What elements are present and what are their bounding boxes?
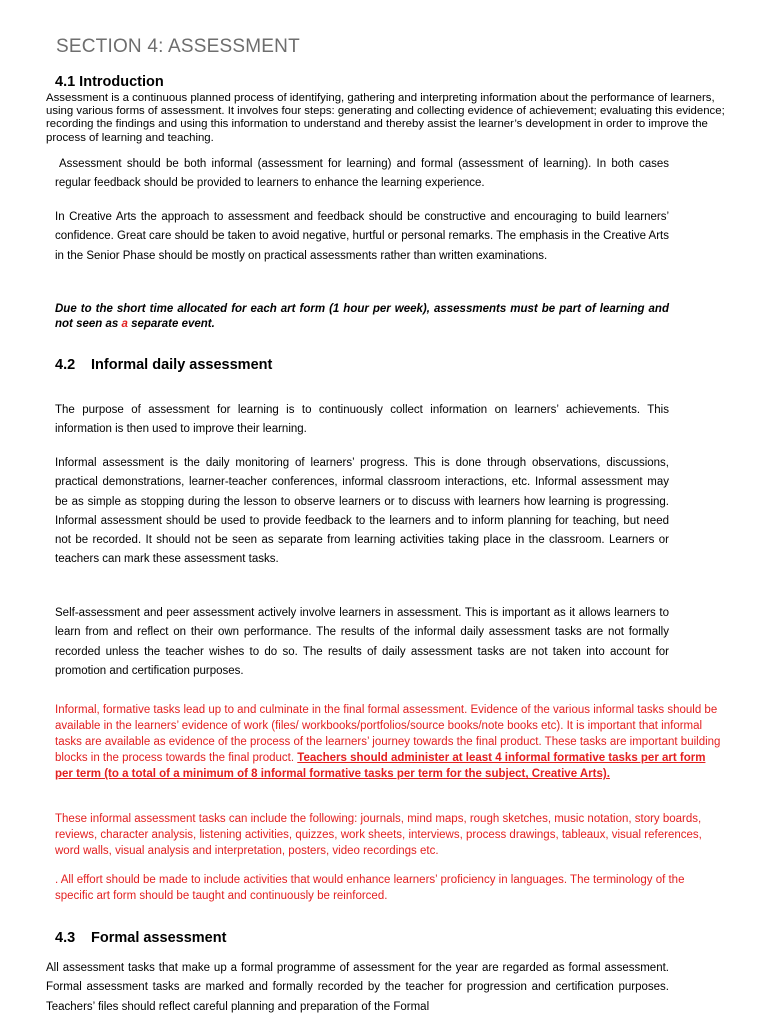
paragraph-informal-formal: Assessment should be both informal (assessment for learning) and formal (assessment of learning). In both cases regular feedback should be provided to learners to enhance the learning experience. bbox=[55, 158, 669, 190]
paragraph-daily-monitoring: Informal assessment is the daily monitoring of learners’ progress. This is done through observations, discussions, practical demonstrations, learner-teacher conferences, informal classroom interactions, etc. Informal assessment may be as simple as stopping during the lesson to observe learners or to discuss with learners how learning is progressing. Informal assessment should be used to provide feedback to the learners and to inform planning for teaching, but need not be recorded. It should not be seen as separate from learning activities taking place in the classroom. Learners or teachers can mark these assessment tasks. bbox=[55, 457, 669, 566]
red-formative-requirement: Teachers should administer at least 4 informal formative tasks per art form per term (to a total of a minimum of 8 informal formative tasks per term for the subject, Creative Arts). bbox=[55, 752, 706, 781]
red-paragraph-languages: . All effort should be made to include activities that would enhance learners’ proficiency in languages. The terminology of the specific art form should be taught and continuously be reinforced. bbox=[55, 874, 685, 903]
section-title: SECTION 4: ASSESSMENT bbox=[56, 36, 300, 57]
note-text-start: Due to the short time allocated for each art form (1 hour per week), assessments must be part of learning and not seen as bbox=[55, 303, 669, 330]
red-formative-text: Informal, formative tasks lead up to and culminate in the final formal assessment. Evidence of the various informal tasks should be available in the learners’ evidence of work (files/ workbooks/portfolios/source books/note books etc). It is important that informal tasks are available as evidence of the process of the learners’ journey towards the final product. These tasks are important building blocks in the process towards the final product. bbox=[55, 704, 721, 765]
paragraph-self-assessment: Self-assessment and peer assessment actively involve learners in assessment. This is important as it allows learners to learn from and reflect on their own performance. The results of the informal daily assessment tasks are not formally recorded unless the teacher wishes to do so. The results of daily assessment tasks are not taken into account for promotion and certification purposes. bbox=[55, 607, 669, 677]
heading-4-2-title: Informal daily assessment bbox=[91, 357, 273, 373]
paragraph-purpose: The purpose of assessment for learning is to continuously collect information on learners’ achievements. This information is then used to improve their learning. bbox=[55, 404, 669, 436]
heading-4-2 bbox=[55, 357, 272, 373]
heading-4-3-number: 4.3 bbox=[55, 930, 76, 946]
note-text-end: separate event. bbox=[127, 318, 215, 330]
heading-4-1: 4.1 Introduction bbox=[55, 74, 164, 90]
note-short-time bbox=[55, 302, 669, 332]
heading-4-3 bbox=[55, 930, 226, 946]
heading-4-3-title: Formal assessment bbox=[91, 930, 227, 946]
paragraph-creative-arts-approach: In Creative Arts the approach to assessment and feedback should be constructive and encouraging to build learners’ confidence. Great care should be taken to avoid negative, hurtful or personal remarks. The emphasis in the Creative Arts in the Senior Phase should be mostly on practical assessments rather than written examinations. bbox=[55, 211, 669, 262]
red-paragraph-formative-tasks bbox=[55, 702, 723, 782]
paragraph-formal-assessment: All assessment tasks that make up a formal programme of assessment for the year are regarded as formal assessment. Formal assessment tasks are marked and formally recorded by the teacher for progression and certification purposes. Teachers’ files should reflect careful planning and preparation of the Formal bbox=[46, 962, 669, 1013]
heading-4-2-number: 4.2 bbox=[55, 357, 76, 373]
note-red-word: a bbox=[121, 318, 128, 330]
intro-paragraph: Assessment is a continuous planned process of identifying, gathering and interpreting information about the performance of learners, using various forms of assessment. It involves four steps: generating and collecting evidence of achievement; evaluating this evidence; recording the findings and using this information to understand and thereby assist the learner’s development in order to improve the process of learning and teaching. bbox=[46, 92, 725, 144]
red-paragraph-task-types: These informal assessment tasks can include the following: journals, mind maps, rough sketches, music notation, story boards, reviews, character analysis, listening activities, quizzes, work sheets, interviews, process drawings, tableaux, visual references, word walls, visual analysis and interpretation, posters, video recordings etc. bbox=[55, 813, 702, 858]
